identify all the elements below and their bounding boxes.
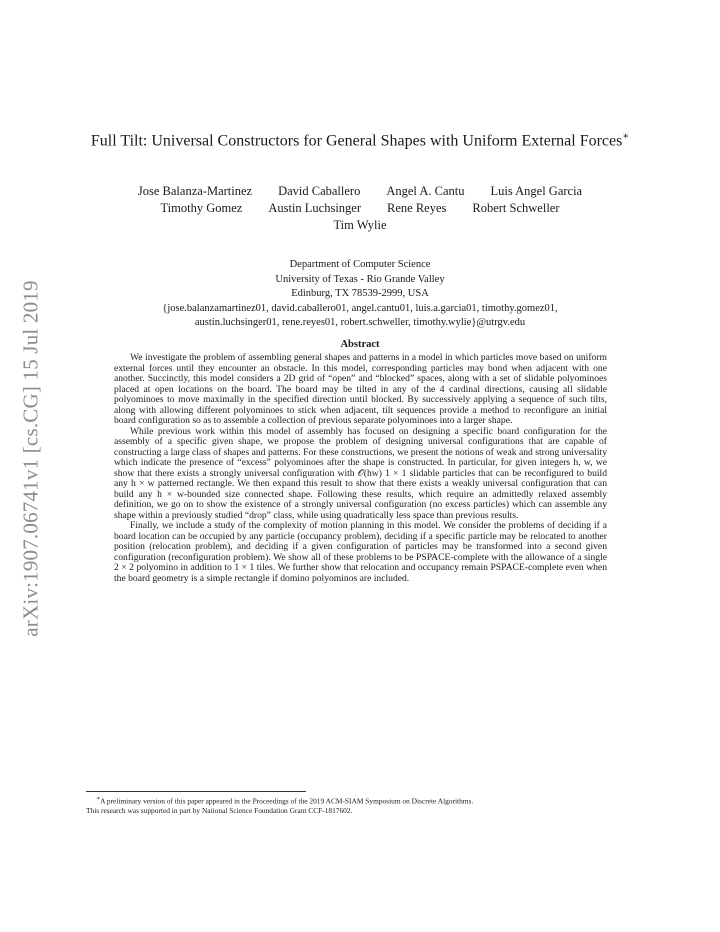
author-name: Austin Luchsinger [268,201,362,215]
affiliation-block [80,258,640,331]
affiliation-department: Department of Computer Science [289,259,431,270]
footnote-divider [86,791,306,792]
arxiv-identifier [8,256,54,660]
paper-title-text: Full Tilt: Universal Constructors for General Shapes with Uniform External Forces [90,132,623,150]
abstract-paragraph: While previous work within this model of assembly has focused on designing a specific board configuration for the assembly of a specific given shape, we propose the problem of designing universal configurations that are capable of constructing a large class of shapes and patterns. For these constructions, we present the notions of weak and strong universality which indicate the presence of “excess” polyominoes after the shape is constructed. In particular, for given integers h, w, we show that there exists a strongly universal configuration with 𝒪(hw) 1 × 1 slidable particles that can be reconfigured to build any h × w patterned rectangle. We then expand this result to show that there exists a weakly universal configuration that can build any h × w-bounded size connected shape. Following these results, which require an admittedly relaxed assembly definition, we go on to show the existence of a strongly universal configuration (no excess particles) which can assemble any shape within a previously studied “drop” class, while using quadratically less space than previous results. [114,425,607,521]
author-name: Robert Schweller [472,201,560,215]
author-name: Tim Wylie [333,218,387,232]
footnote [86,795,646,815]
footnote-mark: ∗ [96,796,101,802]
author-name: David Caballero [278,184,361,198]
affiliation-city: Edinburg, TX 78539-2999, USA [291,288,429,299]
footnote-line-1-text: A preliminary version of this paper appeared in the Proceedings of the 2019 ACM-SIAM Symposium on Discrete Algorithms. [100,796,474,806]
arxiv-identifier-text: arXiv:1907.06741v1 [cs.CG] 15 Jul 2019 [18,279,43,637]
abstract-body [114,353,607,584]
title-footnote-mark: ∗ [622,131,630,142]
author-name: Jose Balanza-Martinez [137,184,253,198]
abstract-heading: Abstract [340,339,380,350]
author-name: Luis Angel Garcia [490,184,583,198]
affiliation-emails-line-2: austin.luchsinger01, rene.reyes01, robert.schweller, timothy.wylie}@utrgv.edu [194,317,526,328]
paper-title [80,126,640,151]
author-list [80,183,640,234]
affiliation-university: University of Texas - Rio Grande Valley [275,273,445,285]
abstract-paragraph: Finally, we include a study of the complexity of motion planning in this model. We consider the problems of deciding if a board location can be occupied by any particle (occupancy problem), deciding if a specific particle may be relocated to another position (relocation problem), and deciding if a given configuration of particles may be transformed into a second given configuration (reconfiguration problem). We show all of these problems to be PSPACE-complete with the allowance of a single 2 × 2 polyomino in addition to 1 × 1 tiles. We further show that relocation and occupancy remain PSPACE-complete even when the board geometry is a simple rectangle if domino polyominos are included. [114,520,607,584]
footnote-line-1 [86,795,646,806]
author-name: Timothy Gomez [160,201,243,215]
footnote-line-2: This research was supported in part by National Science Foundation Grant CCF-1817602. [86,805,353,815]
affiliation-emails-line-1: {jose.balanzamartinez01, david.caballero01, angel.cantu01, luis.a.garcia01, timothy.gomez01, [162,302,558,314]
author-row-2 [80,200,640,217]
author-row-1 [80,183,640,200]
abstract-paragraph: We investigate the problem of assembling general shapes and patterns in a model in which particles move based on uniform external forces until they encounter an obstacle. In this model, corresponding particles may bond when adjacent with one another. Succinctly, this model considers a 2D grid of “open” and “blocked” spaces, along with a set of slidable polyominoes placed at open locations on the board. The board may be tilted in any of the 4 cardinal directions, causing all slidable polyominoes to move maximally in the specified direction until blocked. By successively applying a sequence of such tilts, along with allowing different polyominoes to stick when adjacent, tilt sequences provide a method to reconfigure an initial board configuration so as to assemble a collection of previous separate polyominoes into a larger shape. [114,352,607,426]
author-name: Rene Reyes [387,201,447,215]
author-row-3 [80,217,640,234]
author-name: Angel A. Cantu [386,184,465,198]
